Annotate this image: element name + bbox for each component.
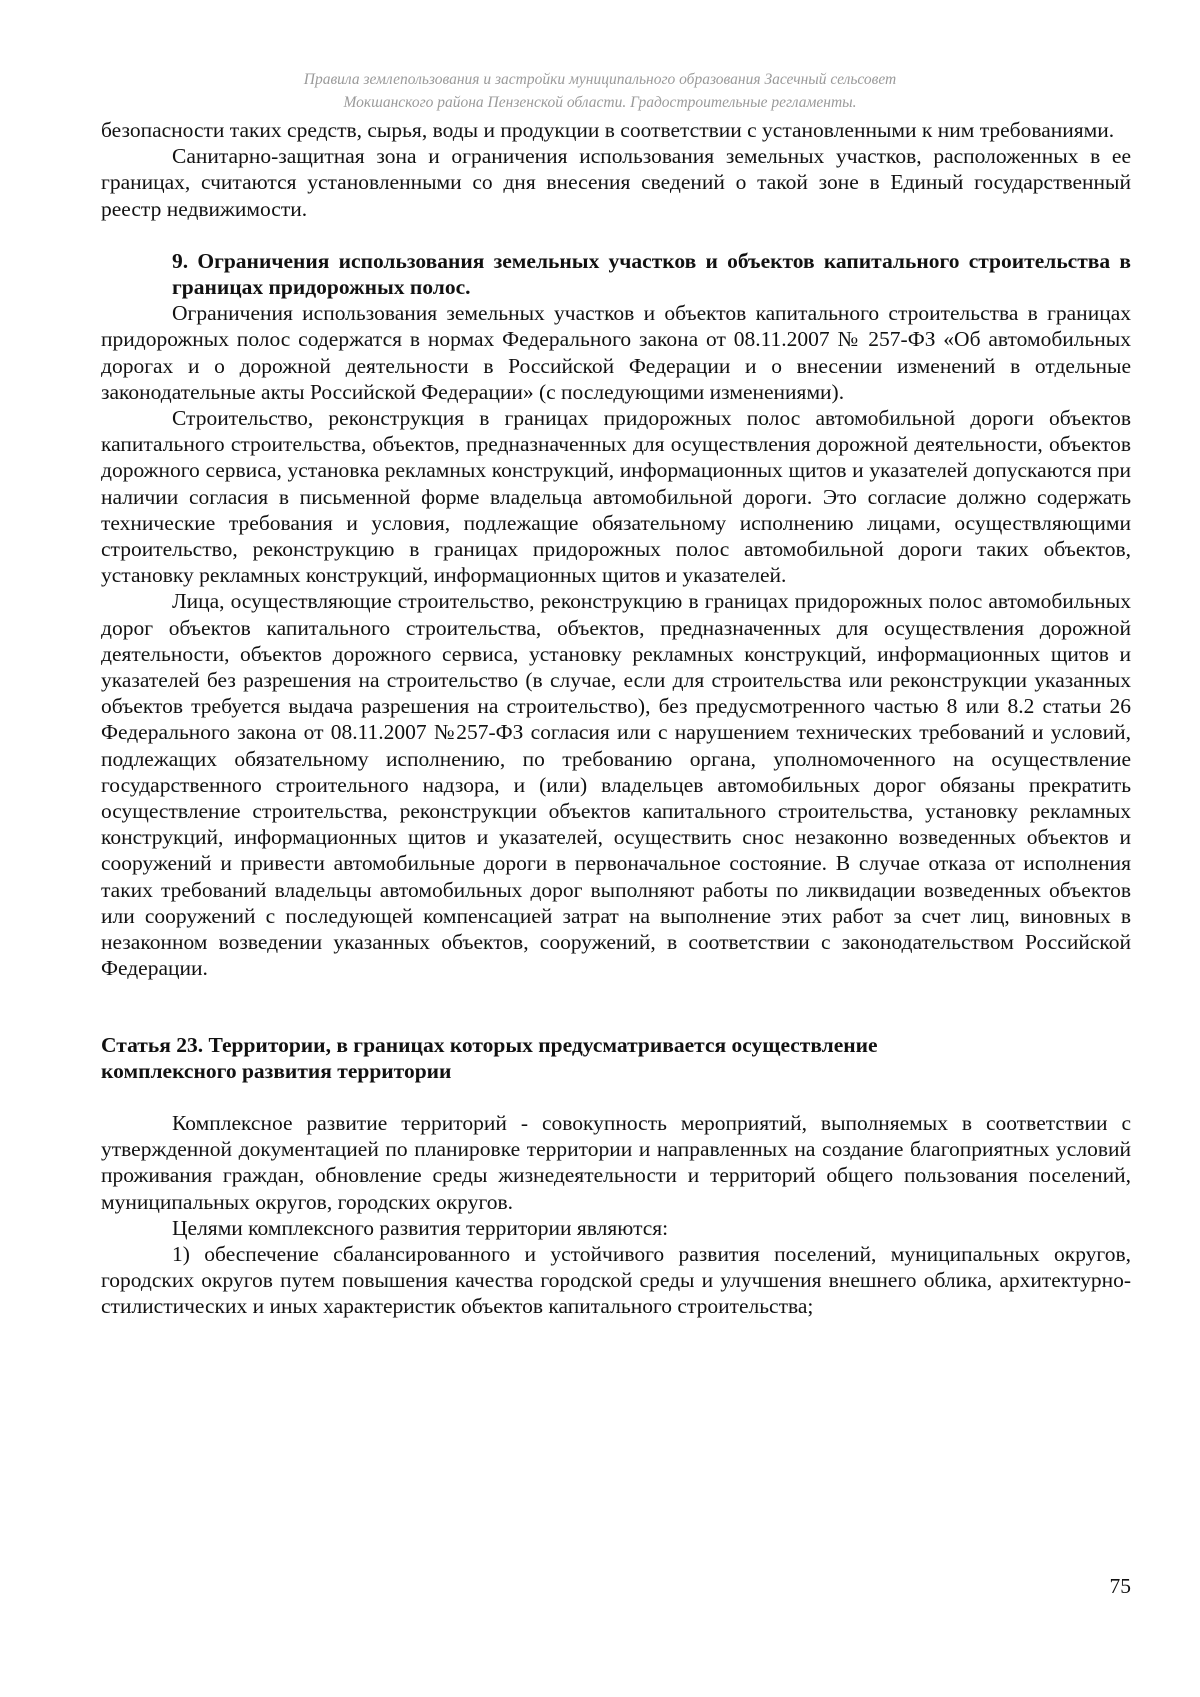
running-header-line-2: Мокшанского района Пензенской области. Градостроительные регламенты. — [343, 94, 857, 111]
article-23-title-line-2: комплексного развития территории — [101, 1058, 452, 1083]
document-body — [101, 117, 1131, 1320]
paragraph-unauthorized-construction: Лица, осуществляющие строительство, реконструкцию в границах придорожных полос автомобильных дорог объектов капитального строительства, объектов, предназначенных для осуществления дорожной деятельности, объектов дорожного сервиса, установку рекламных конструкций, информационных щитов и указателей без разрешения на строительство (в случае, если для строительства или реконструкции указанных объектов требуется выдача разрешения на строительство), без предусмотренного частью 8 или 8.2 статьи 26 Федерального закона от 08.11.2007 №257-ФЗ согласия или с нарушением технических требований и условий, подлежащих обязательному исполнению, по требованию органа, уполномоченного на осуществление государственного строительного надзора, и (или) владельцев автомобильных дорог обязаны прекратить осуществление строительства, реконструкции объектов капитального строительства, установку рекламных конструкций, информационных щитов и указателей, осуществить снос незаконно возведенных объектов и сооружений и привести автомобильные дороги в первоначальное состояние. В случае отказа от исполнения таких требований владельцы автомобильных дорог выполняют работы по ликвидации возведенных объектов или сооружений с последующей компенсацией затрат на выполнение этих работ за счет лиц, виновных в незаконном возведении указанных объектов, сооружений, в соответствии с законодательством Российской Федерации. — [101, 589, 1131, 981]
paragraph-continuation: безопасности таких средств, сырья, воды и продукции в соответствии с установленными к ним требованиями. — [101, 118, 1115, 142]
section-9-heading: 9. Ограничения использования земельных участков и объектов капитального строительства в границах придорожных полос. — [172, 248, 1131, 300]
article-23-title — [101, 1032, 1131, 1084]
paragraph-roadside-restrictions: Ограничения использования земельных участков и объектов капитального строительства в границах придорожных полос содержатся в нормах Федерального закона от 08.11.2007 № 257-ФЗ «Об автомобильных дорогах и о дорожной деятельности в Российской Федерации и о внесении изменений в отдельные законодательные акты Российской Федерации» (с последующими изменениями). — [101, 301, 1131, 404]
paragraph-construction-consent: Строительство, реконструкция в границах придорожных полос автомобильной дороги объектов капитального строительства, объектов, предназначенных для осуществления дорожной деятельности, объектов дорожного сервиса, установка рекламных конструкций, информационных щитов и указателей допускаются при наличии согласия в письменной форме владельца автомобильной дороги. Это согласие должно содержать технические требования и условия, подлежащие обязательному исполнению лицами, осуществляющими строительство, реконструкцию в границах придорожных полос автомобильной дороги таких объектов, установку рекламных конструкций, информационных щитов и указателей. — [101, 406, 1131, 588]
running-header-line-1: Правила землепользования и застройки муниципального образования Засечный сельсовет — [303, 71, 897, 88]
running-header — [150, 68, 1050, 114]
paragraph-complex-development-definition: Комплексное развитие территорий - совокупность мероприятий, выполняемых в соответствии с утвержденной документацией по планировке территории и направленных на создание благоприятных условий проживания граждан, обновление среды жизнедеятельности и территорий общего пользования поселений, муниципальных округов, городских округов. — [101, 1110, 1131, 1214]
page-number: 75 — [1109, 1574, 1131, 1598]
paragraph-sanitary-zone: Санитарно-защитная зона и ограничения использования земельных участков, расположенных в ее границах, считаются установленными со дня внесения сведений о такой зоне в Единый государственный реестр недвижимости. — [101, 144, 1131, 221]
article-23-title-line-1: Статья 23. Территории, в границах которых предусматривается осуществление — [101, 1032, 878, 1057]
paragraph-goals-intro: Целями комплексного развития территории являются: — [172, 1215, 669, 1240]
list-item-goal-1: 1) обеспечение сбалансированного и устойчивого развития поселений, муниципальных округов, городских округов путем повышения качества городской среды и улучшения внешнего облика, архитектурно-стилистических и иных характеристик объектов капитального строительства; — [101, 1241, 1131, 1319]
